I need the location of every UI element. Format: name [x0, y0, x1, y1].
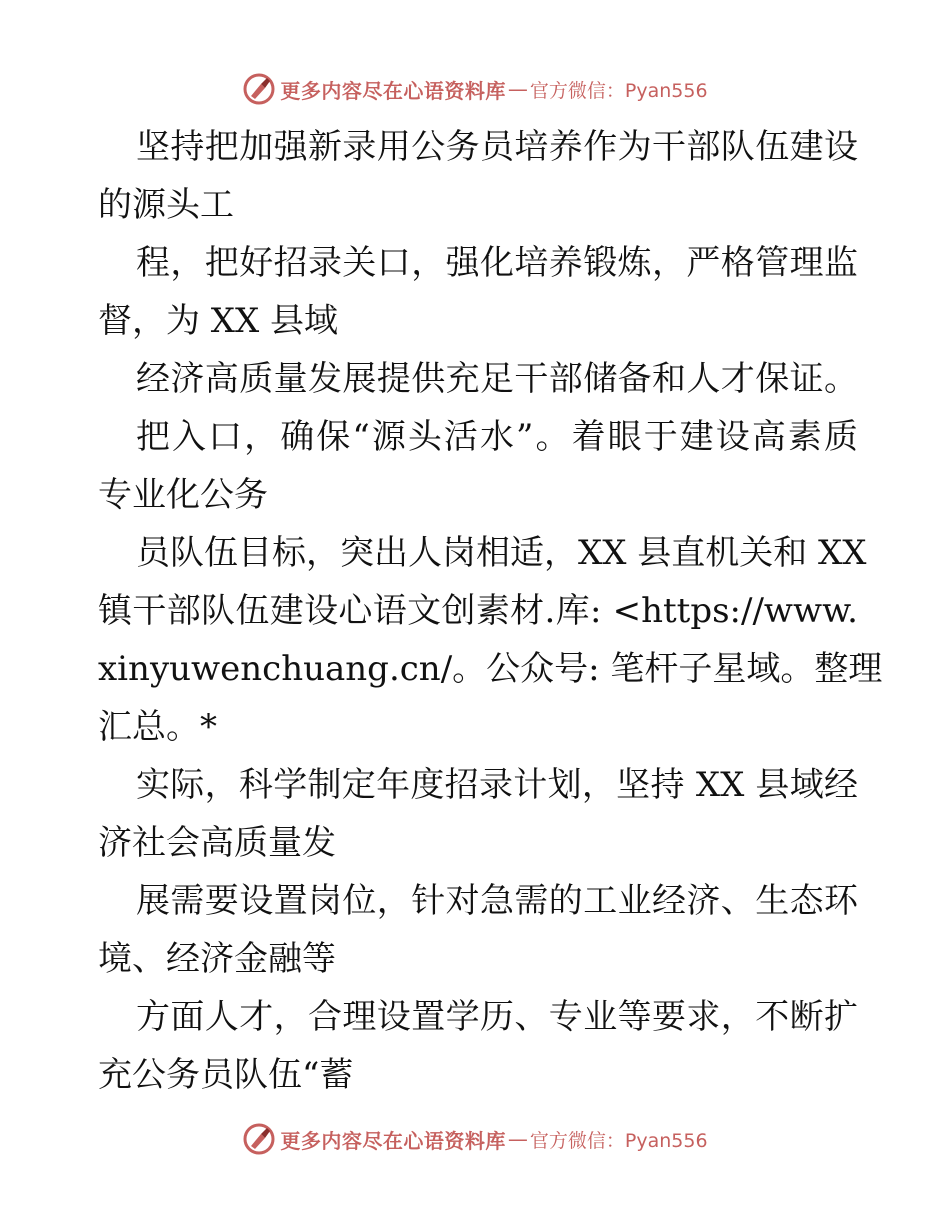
body-line: 员队伍目标，突出人岗相适，XX 县直机关和 XX	[136, 533, 867, 573]
body-line: 实际，科学制定年度招录计划，坚持 XX 县域经	[136, 765, 858, 805]
body-line: 坚持把加强新录用公务员培养作为干部队伍建设	[136, 127, 858, 167]
body-line: 经济高质量发展提供充足干部储备和人才保证。	[136, 359, 858, 399]
banner-contact-text: 官方微信：Pyan556	[529, 79, 708, 102]
body-line: 程，把好招录关口，强化培养锻炼，严格管理监	[136, 243, 858, 283]
body-line: 专业化公务	[98, 475, 268, 515]
document-body	[98, 118, 883, 1104]
logo-icon	[242, 72, 276, 106]
header-banner	[0, 72, 950, 106]
body-line: 把入口，确保“源头活水”。着眼于建设高素质	[136, 417, 858, 457]
body-line: 境、经济金融等	[98, 939, 336, 979]
body-line: 的源头工	[98, 185, 234, 225]
banner-contact-text: 官方微信：Pyan556	[529, 1129, 708, 1152]
footer-banner	[0, 1122, 950, 1156]
body-line: 充公务员队伍“蓄	[98, 1055, 354, 1095]
body-line: 方面人才，合理设置学历、专业等要求，不断扩	[136, 997, 858, 1037]
body-line: 镇干部队伍建设心语文创素材.库: <https://www.	[98, 591, 858, 631]
banner-dash: —	[507, 1127, 528, 1151]
banner-dash: —	[507, 77, 528, 101]
body-line: 济社会高质量发	[98, 823, 336, 863]
body-line: 汇总。*	[98, 707, 217, 747]
logo-icon	[242, 1122, 276, 1156]
banner-site-text: 更多内容尽在心语资料库	[280, 1128, 506, 1153]
body-line: 督，为 XX 县域	[98, 301, 339, 341]
banner-site-text: 更多内容尽在心语资料库	[280, 78, 506, 103]
body-line: 展需要设置岗位，针对急需的工业经济、生态环	[136, 881, 858, 921]
body-line: xinyuwenchuang.cn/。公众号: 笔杆子星域。整理	[98, 649, 883, 689]
